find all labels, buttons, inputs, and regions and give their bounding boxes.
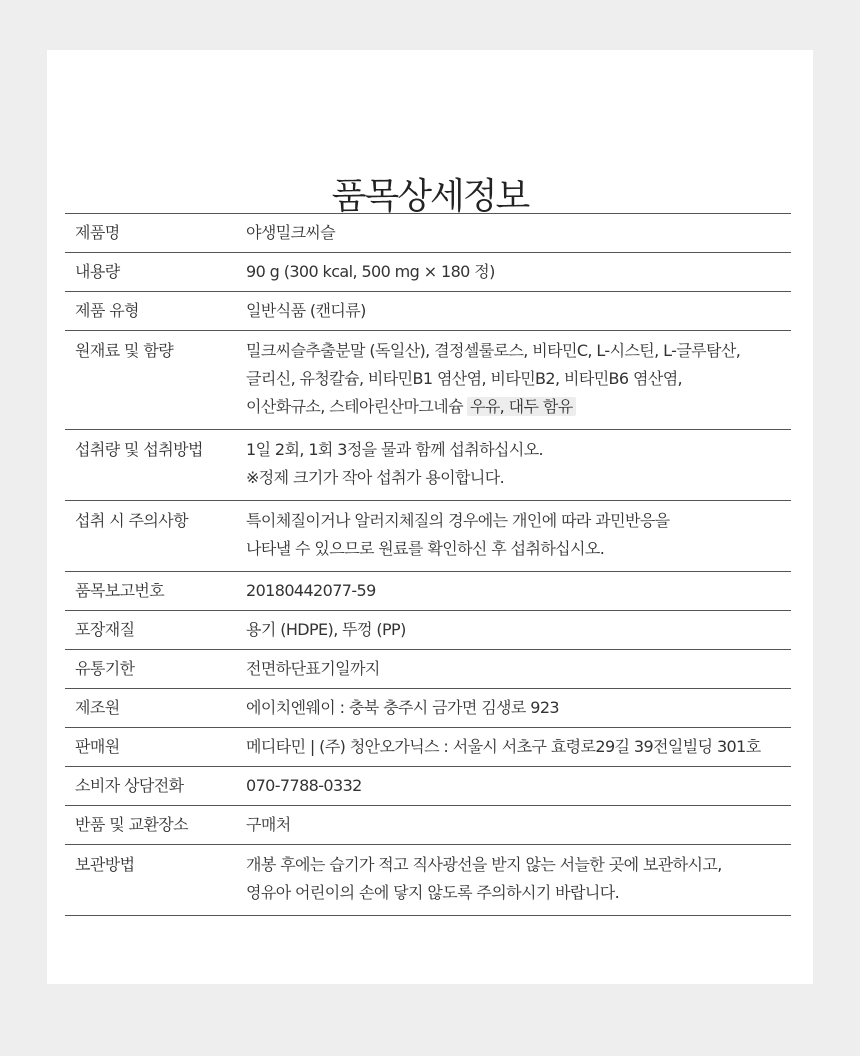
spec-value-text: 용기 (HDPE), 뚜껑 (PP)	[246, 620, 406, 639]
spec-label: 제조원	[65, 689, 246, 728]
spec-value-line	[246, 337, 791, 365]
spec-value-text: 일반식품 (캔디류)	[246, 301, 366, 320]
spec-value	[246, 845, 791, 916]
spec-value-text: 90 g (300 kcal, 500 mg × 180 정)	[246, 262, 495, 281]
spec-value-line	[246, 464, 791, 492]
spec-label: 소비자 상담전화	[65, 767, 246, 806]
spec-row	[65, 572, 791, 611]
spec-value	[246, 430, 791, 501]
spec-value-text: 이산화규소, 스테아린산마그네슘	[246, 397, 463, 416]
product-info-card	[47, 50, 813, 984]
spec-value-line	[246, 616, 791, 644]
spec-label: 반품 및 교환장소	[65, 806, 246, 845]
spec-value-line	[246, 507, 791, 535]
spec-value-line	[246, 297, 791, 325]
spec-row	[65, 292, 791, 331]
spec-value	[246, 292, 791, 331]
spec-value-text: 글리신, 유청칼슘, 비타민B1 염산염, 비타민B2, 비타민B6 염산염,	[246, 369, 683, 388]
spec-value-line	[246, 811, 791, 839]
spec-value-text: 1일 2회, 1회 3정을 물과 함께 섭취하십시오.	[246, 440, 544, 459]
spec-label: 유통기한	[65, 650, 246, 689]
spec-value-text: 전면하단표기일까지	[246, 659, 380, 678]
spec-label: 제품명	[65, 214, 246, 253]
spec-label: 제품 유형	[65, 292, 246, 331]
spec-value-line	[246, 436, 791, 464]
spec-value	[246, 572, 791, 611]
spec-value	[246, 728, 791, 767]
spec-row	[65, 689, 791, 728]
spec-value-text: 밀크씨슬추출분말 (독일산), 결정셀룰로스, 비타민C, L-시스틴, L-글루탐산,	[246, 341, 741, 360]
spec-value-text: 개봉 후에는 습기가 적고 직사광선을 받지 않는 서늘한 곳에 보관하시고,	[246, 855, 722, 874]
spec-value-line	[246, 851, 791, 879]
spec-row	[65, 767, 791, 806]
spec-label: 보관방법	[65, 845, 246, 916]
spec-label: 섭취량 및 섭취방법	[65, 430, 246, 501]
spec-value-line	[246, 733, 791, 761]
spec-value	[246, 331, 791, 430]
spec-value-line	[246, 365, 791, 393]
spec-value-line	[246, 577, 791, 605]
spec-row	[65, 501, 791, 572]
spec-value-line	[246, 219, 791, 247]
spec-row	[65, 331, 791, 430]
spec-value	[246, 767, 791, 806]
spec-label: 내용량	[65, 253, 246, 292]
spec-label: 판매원	[65, 728, 246, 767]
spec-value-text: 야생밀크씨슬	[246, 223, 336, 242]
allergen-highlight: 우유, 대두 함유	[467, 397, 576, 416]
spec-value-line	[246, 879, 791, 907]
spec-value-text: 070-7788-0332	[246, 776, 362, 795]
spec-value-text: ※정제 크기가 작아 섭취가 용이합니다.	[246, 468, 505, 487]
spec-value	[246, 650, 791, 689]
spec-value-text: 메디타민 | (주) 청안오가닉스 : 서울시 서초구 효령로29길 39전일빌딩 301호	[246, 737, 761, 756]
spec-value	[246, 501, 791, 572]
spec-row	[65, 806, 791, 845]
spec-value-line	[246, 694, 791, 722]
spec-value-line	[246, 535, 791, 563]
spec-row	[65, 845, 791, 916]
spec-value	[246, 253, 791, 292]
spec-value	[246, 611, 791, 650]
spec-value-line	[246, 772, 791, 800]
spec-label: 포장재질	[65, 611, 246, 650]
spec-value-text: 구매처	[246, 815, 291, 834]
spec-label: 섭취 시 주의사항	[65, 501, 246, 572]
spec-label: 품목보고번호	[65, 572, 246, 611]
spec-value-text: 영유아 어린이의 손에 닿지 않도록 주의하시기 바랍니다.	[246, 883, 620, 902]
spec-value-line	[246, 393, 791, 421]
spec-row	[65, 611, 791, 650]
spec-value-text: 20180442077-59	[246, 581, 376, 600]
spec-label: 원재료 및 함량	[65, 331, 246, 430]
spec-value	[246, 806, 791, 845]
spec-value-text: 나타낼 수 있으므로 원료를 확인하신 후 섭취하십시오.	[246, 539, 605, 558]
spec-value-text: 특이체질이거나 알러지체질의 경우에는 개인에 따라 과민반응을	[246, 511, 670, 530]
spec-value-text: 에이치엔웨이 : 충북 충주시 금가면 김생로 923	[246, 698, 559, 717]
spec-value	[246, 689, 791, 728]
spec-row	[65, 728, 791, 767]
spec-row	[65, 253, 791, 292]
product-spec-table	[65, 213, 791, 916]
spec-row	[65, 430, 791, 501]
spec-value-line	[246, 258, 791, 286]
spec-value-line	[246, 655, 791, 683]
spec-row	[65, 650, 791, 689]
spec-value	[246, 214, 791, 253]
page-title: 품목상세정보	[331, 176, 529, 217]
spec-row	[65, 214, 791, 253]
